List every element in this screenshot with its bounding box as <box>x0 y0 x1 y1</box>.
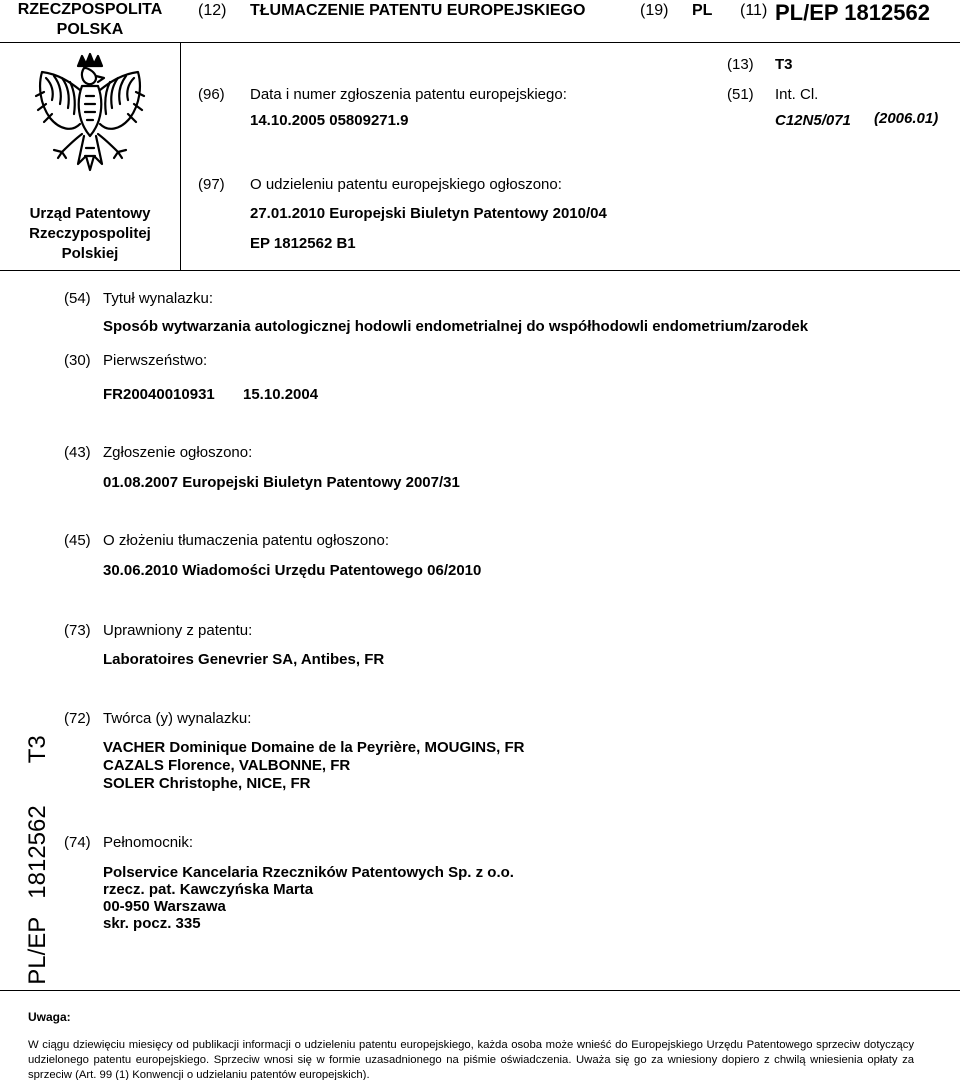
code-11: (11) <box>740 2 768 19</box>
kind-code: T3 <box>775 56 793 73</box>
attorney-list <box>103 864 514 932</box>
code-45: (45) <box>64 532 91 549</box>
list-item: rzecz. pat. Kawczyńska Marta <box>103 881 314 898</box>
code-97: (97) <box>198 176 225 193</box>
list-item: SOLER Christophe, NICE, FR <box>103 775 311 792</box>
int-cl-label: Int. Cl. <box>775 86 819 103</box>
eagle-emblem-icon <box>30 52 150 192</box>
code-74: (74) <box>64 834 91 851</box>
translation-label: O złożeniu tłumaczenia patentu ogłoszono: <box>103 532 390 549</box>
int-cl-class: C12N5/071 <box>775 112 851 129</box>
side-patent-label: PL/EP1812562T3 <box>24 735 51 985</box>
patent-office-name: Urząd Patentowy Rzeczypospolitej Polskiej <box>29 205 151 262</box>
list-item: CAZALS Florence, VALBONNE, FR <box>103 757 351 774</box>
code-19: (19) <box>640 2 669 19</box>
code-72: (72) <box>64 710 91 727</box>
grant-value: 27.01.2010 Europejski Biuletyn Patentowy 2010/04 <box>250 205 607 222</box>
code-73: (73) <box>64 622 91 639</box>
proprietor-value: Laboratoires Genevrier SA, Antibes, FR <box>103 651 385 668</box>
list-item: skr. pocz. 335 <box>103 915 201 932</box>
list-item: Polservice Kancelaria Rzeczników Patentowych Sp. z o.o. <box>103 864 514 881</box>
attorney-label: Pełnomocnik: <box>103 834 194 851</box>
header-divider <box>0 42 960 43</box>
list-item: VACHER Dominique Domaine de la Peyrière, MOUGINS, FR <box>103 739 525 756</box>
note-text: W ciągu dziewięciu miesięcy od publikacji informacji o udzieleniu patentu europejskiego, każda osoba może wnieść do Europejskiego Urzędu Patentowego sprzeciw dotyczący udzielonego patentu europejskiego. Sprzeciw wnosi się w formie uzasadnionego na piśmie oświadczenia. Uważa się go za wniesiony dopiero z chwilą wniesienia opłaty za sprzeciw (Art. 99 (1) Konwencji o udzielaniu patentów europejskich). <box>28 1039 914 1080</box>
list-item: 00-950 Warszawa <box>103 898 226 915</box>
proprietor-label: Uprawniony z patentu: <box>103 622 253 639</box>
title-label: Tytuł wynalazku: <box>103 290 214 307</box>
int-cl-date: (2006.01) <box>874 110 939 127</box>
application-value: 14.10.2005 05809271.9 <box>250 112 409 129</box>
header-bottom-divider <box>0 270 960 271</box>
publication-value: 01.08.2007 Europejski Biuletyn Patentowy 2007/31 <box>103 474 460 491</box>
code-54: (54) <box>64 290 91 307</box>
code-12: (12) <box>198 2 227 19</box>
priority-number: FR20040010931 <box>103 386 215 403</box>
invention-title: Sposób wytwarzania autologicznej hodowli endometrialnej do współhodowli endometrium/zarodek <box>103 318 809 335</box>
code-51: (51) <box>727 86 754 103</box>
code-96: (96) <box>198 86 225 103</box>
application-label: Data i numer zgłoszenia patentu europejskiego: <box>250 86 567 103</box>
country-name: RZECZPOSPOLITA POLSKA <box>17 1 163 38</box>
header-vertical-divider <box>180 42 181 270</box>
note-title: Uwaga: <box>28 1010 71 1024</box>
code-30: (30) <box>64 352 91 369</box>
publication-label: Zgłoszenie ogłoszono: <box>103 444 253 461</box>
priority-label: Pierwszeństwo: <box>103 352 208 369</box>
code-43: (43) <box>64 444 91 461</box>
patent-number: PL/EP 1812562 <box>775 0 930 25</box>
priority-date: 15.10.2004 <box>243 386 319 403</box>
translation-value: 30.06.2010 Wiadomości Urzędu Patentowego 06/2010 <box>103 562 482 579</box>
ep-number: EP 1812562 B1 <box>250 235 356 252</box>
inventors-list <box>103 739 524 793</box>
document-type: TŁUMACZENIE PATENTU EUROPEJSKIEGO <box>250 2 586 19</box>
inventors-label: Twórca (y) wynalazku: <box>103 710 252 727</box>
grant-label: O udzieleniu patentu europejskiego ogłoszono: <box>250 176 562 193</box>
code-13: (13) <box>727 56 754 73</box>
country-code: PL <box>692 2 713 19</box>
footer-divider <box>0 990 960 991</box>
